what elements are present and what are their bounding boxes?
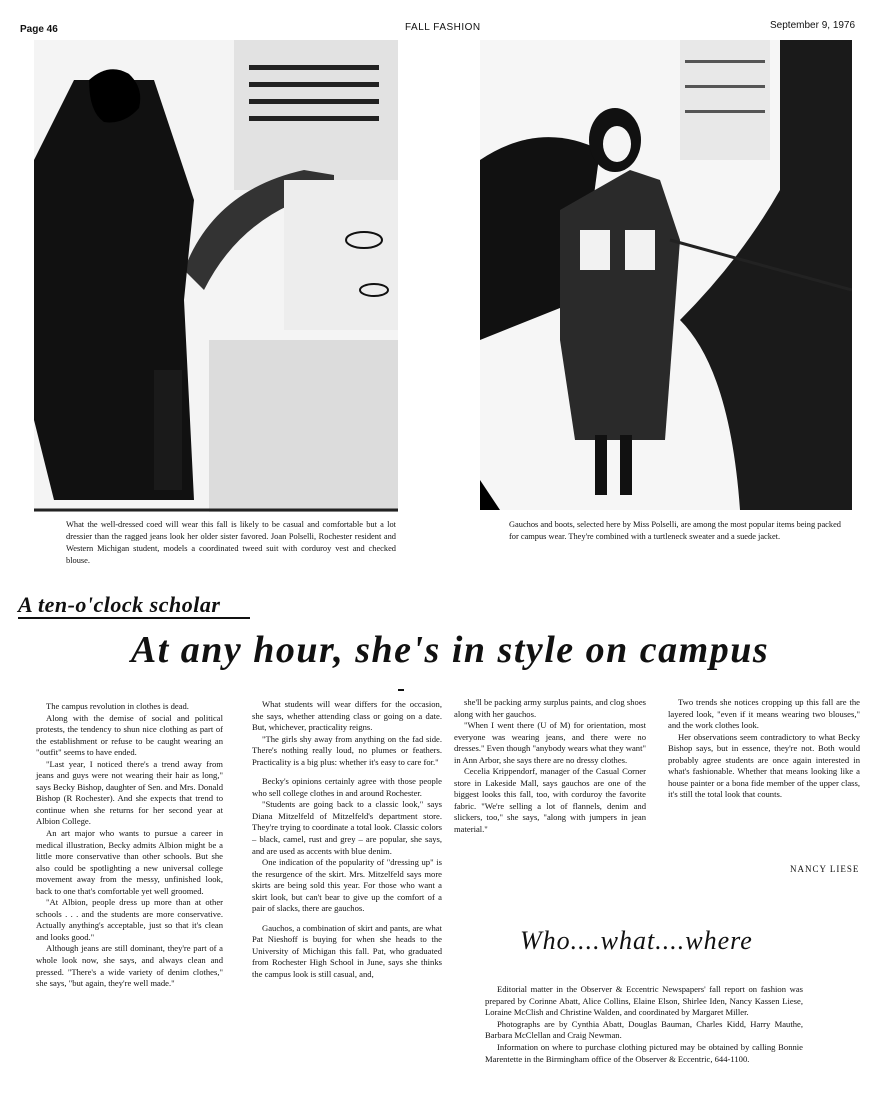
photo-left — [34, 40, 398, 512]
paragraph: What students will wear differs for the occasion, she says, whether attending class or going on a date. But, whichever, practicality reigns. — [252, 699, 442, 733]
paragraph: Her observations seem contradictory to what Becky Bishop says, but in essence, they're not. Both would probably agree students are once again interested in what's fashionable. Whether that means looking like a house painter or a bona fide member of the upper class, it's still the total look that counts. — [668, 731, 860, 800]
caption-left: What the well-dressed coed will wear this fall is likely to be casual and comfortable but a lot dressier than the ragged jeans look her older sister favored. Joan Polselli, Rochester resident and Western Michigan student, models a coordinated tweed suit with corduroy vest and checked blouse. — [66, 520, 396, 565]
issue-date: September 9, 1976 — [770, 20, 856, 31]
paragraph: Although jeans are still dominant, they're part of a whole look now, she says, and always clean and pressed. "There's a wide variety of denim clothes," she says, "but again, they're well made." — [36, 943, 223, 989]
headline: At any hour, she's in style on campus — [130, 629, 770, 671]
paragraph: "Last year, I noticed there's a trend away from jeans and guys were not wearing their hair as long," says Becky Bishop, daughter of Sen. and Mrs. Donald Bishop (R Rochester). And she expects that trend to continue when she returns for her second year at Albion College. — [36, 758, 223, 827]
credits-title: Who....what....where — [520, 926, 753, 955]
article-column-3 — [454, 697, 646, 836]
paragraph: Cecelia Krippendorf, manager of the Casual Corner store in Lakeside Mall, says gauchos are one of the biggest looks this fall, too, with corduroy the favorite fabric. "We're selling a lot of flannels, denim and slickers, too," she says, "along with jumpers in jean material." — [454, 766, 646, 835]
paragraph: Along with the demise of social and political protests, the tendency to shun nice clothing as part of the establishment or refuse to be caught wearing an "outfit" seems to have ended. — [36, 712, 223, 758]
paragraph: Becky's opinions certainly agree with those people who sell college clothes in and around Rochester. — [252, 776, 442, 798]
paragraph: Information on where to purchase clothing pictured may be obtained by calling Bonnie Marentette in the Birmingham office of the Observer & Eccentric, 644-1100. — [485, 1041, 803, 1064]
kicker-rule — [18, 617, 250, 619]
paragraph: Photographs are by Cynthia Abatt, Douglas Bauman, Charles Kidd, Harry Mauthe, Barbara McClellan and Craig Newman. — [485, 1018, 803, 1041]
paragraph: An art major who wants to pursue a career in medical illustration, Becky admits Albion might be a little more conservative than other schools. But she also could be spotlighting a new universal college movement away from the messy, unfinished look, back to one that's comfortable yet well groomed. — [36, 828, 223, 896]
article-column-1 — [36, 701, 223, 990]
paragraph: "When I went there (U of M) for orientation, most everyone was wearing jeans, and there were no dresses." Even though "anybody wears what they want" in Ann Arbor, she says there are no dressy clothes. — [454, 720, 646, 765]
caption-right: Gauchos and boots, selected here by Miss Polselli, are among the most popular items being packed for campus wear. They're combined with a turtleneck sweater and a suede jacket. — [509, 520, 841, 541]
paragraph: Editorial matter in the Observer & Eccentric Newspapers' fall report on fashion was prepared by Corinne Abatt, Alice Collins, Elaine Elson, Shirlee Iden, Nancy Kassen Liese, Loraine McClish and Christine Walden, and coordinated by Margaret Miller. — [485, 984, 803, 1018]
paragraph: Gauchos, a combination of skirt and pants, are what Pat Nieshoff is buying for when she heads to the University of Michigan this fall. Pat, who graduated from Rochester High School in June, says she thinks the campus look is still casual, and, — [252, 922, 442, 980]
paragraph: The campus revolution in clothes is dead. — [46, 701, 189, 711]
credits-text — [485, 984, 803, 1065]
divider-mark — [398, 689, 404, 691]
page-number: Page 46 — [20, 24, 58, 35]
article-column-2 — [252, 699, 442, 981]
paragraph: One indication of the popularity of "dressing up" is the resurgence of the skirt. Mrs. Mitzelfeld says more skirts are being sold this year. For those who want a skirt look, but can't bear to give up the comfort of a pair of slacks, there are gauchos. — [252, 857, 442, 914]
kicker: A ten-o'clock scholar — [18, 592, 221, 617]
paragraph: "At Albion, people dress up more than at other schools . . . and the students are more conservative. Actually anything's acceptable, just so that it's clean and looks good." — [36, 897, 223, 942]
section-title: FALL FASHION — [405, 22, 481, 33]
paragraph: "The girls shy away from anything on the fad side. There's nothing really loud, no plumes or feathers. Practicality is a big plus: whether it's easy to care for." — [252, 733, 442, 767]
paragraph: Two trends she notices cropping up this fall are the layered look, "even if it means wearing two blouses," and the work clothes look. — [668, 697, 860, 731]
photo-right — [480, 40, 852, 510]
byline: NANCY LIESE — [790, 864, 860, 874]
article-column-4 — [668, 697, 860, 801]
paragraph: "Students are going back to a classic look," says Diana Mitzelfeld of Mitzelfeld's department store. They're trying to coordinate a total look. Classic colors – black, camel, rust and grey – are popular, she says, and are used as accents with blue denim. — [252, 799, 442, 856]
paragraph: she'll be packing army surplus paints, and clog shoes along with her gauchos. — [454, 697, 646, 719]
